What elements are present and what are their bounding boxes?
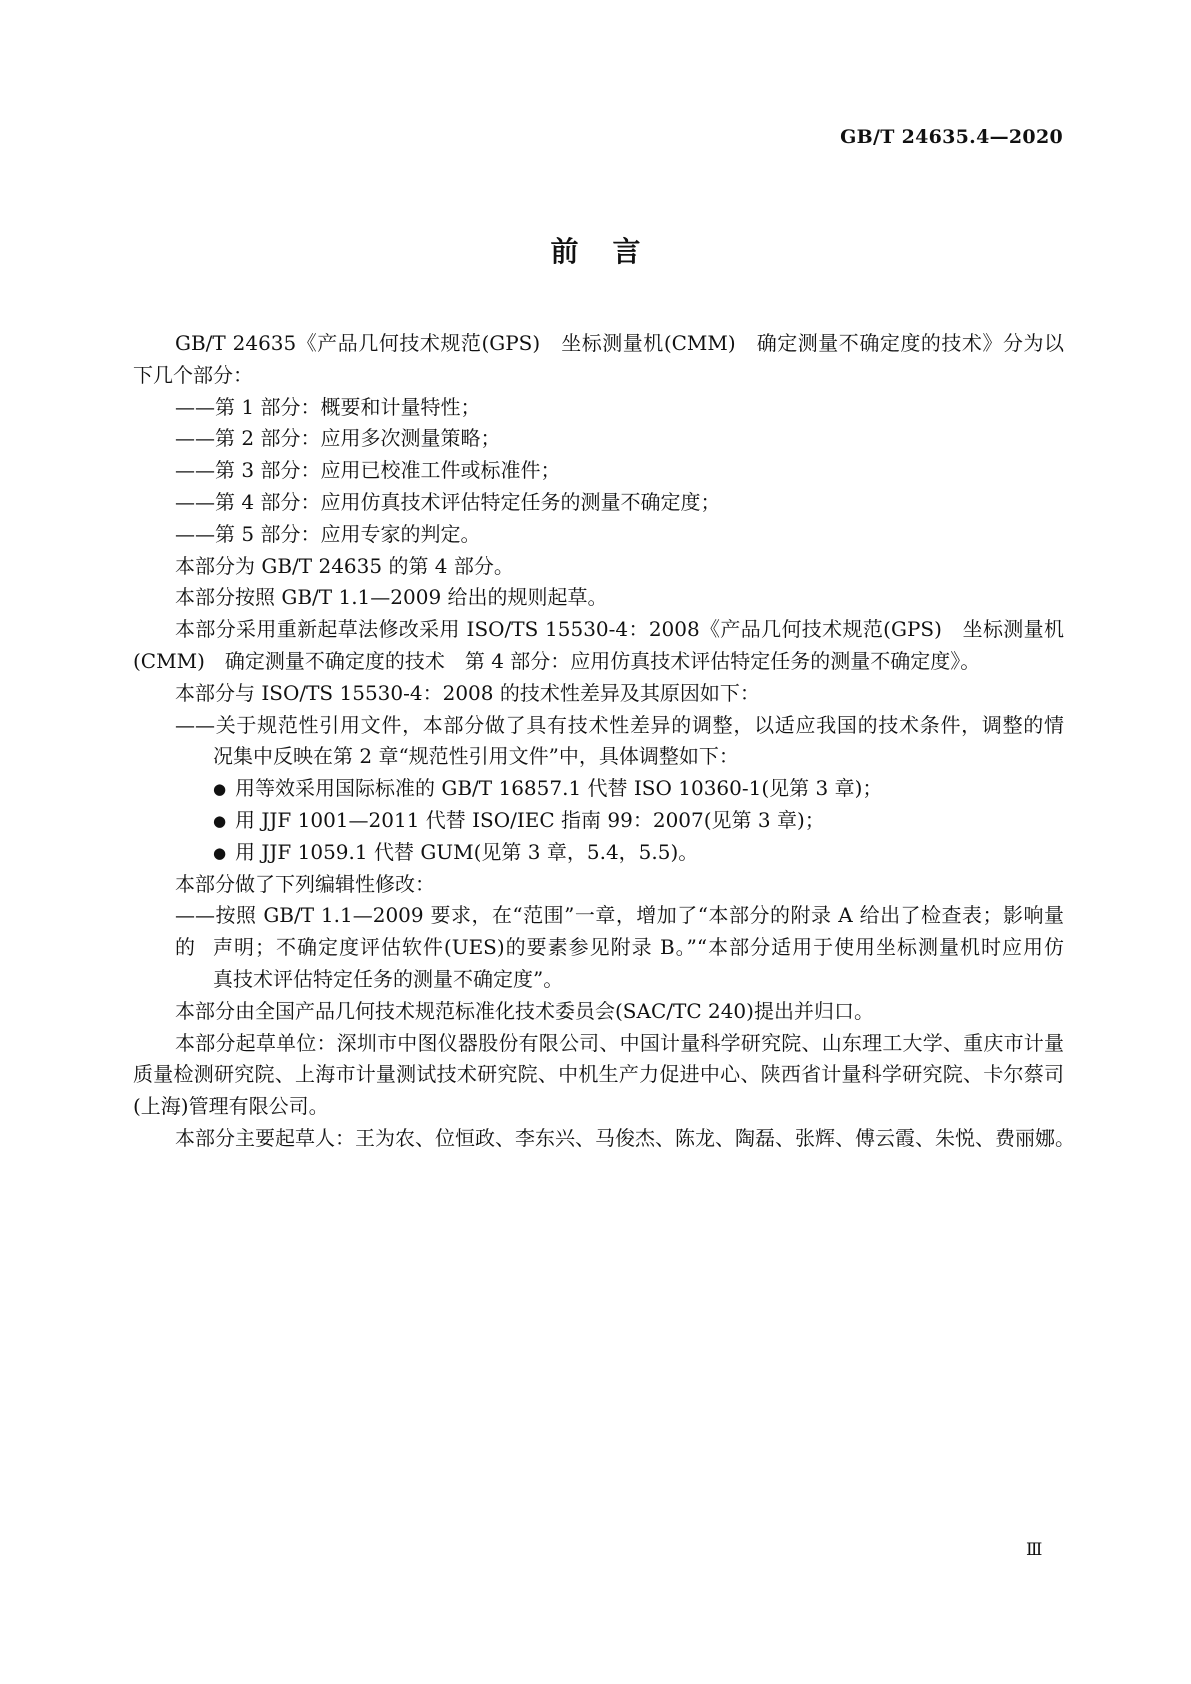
- list-item: ——第 1 部分：概要和计量特性；: [175, 394, 481, 419]
- list-item: ——第 3 部分：应用已校准工件或标准件；: [175, 458, 561, 483]
- paragraph-line: 本部分由全国产品几何技术规范标准化技术委员会(SAC/TC 240)提出并归口。: [175, 998, 874, 1023]
- paragraph-line: 本部分为 GB/T 24635 的第 4 部分。: [175, 553, 514, 578]
- page-number: Ⅲ: [1026, 1540, 1043, 1560]
- list-item: ——第 4 部分：应用仿真技术评估特定任务的测量不确定度；: [175, 489, 721, 514]
- bullet-icon: ●: [213, 780, 227, 799]
- page-title: 前言: [550, 235, 675, 268]
- paragraph-line: 本部分主要起草人：王为农、位恒政、李东兴、马俊杰、陈龙、陶磊、张辉、傅云霞、朱悦、费丽娜。: [175, 1125, 1075, 1150]
- paragraph-line: 本部分与 ISO/TS 15530-4：2008 的技术性差异及其原因如下：: [175, 680, 760, 705]
- foreword-body: [133, 328, 1075, 1155]
- paragraph-line: 本部分按照 GB/T 1.1—2009 给出的规则起草。: [175, 585, 608, 610]
- bullet-text: 用 JJF 1059.1 代替 GUM(见第 3 章，5.4，5.5)。: [235, 839, 699, 864]
- bullet-item: [133, 805, 1064, 837]
- paragraph-line: 下几个部分：: [133, 362, 253, 387]
- standard-number-header: GB/T 24635.4—2020: [840, 126, 1063, 148]
- bullet-icon: ●: [213, 811, 227, 830]
- paragraph-line: 本部分做了下列编辑性修改：: [175, 871, 435, 896]
- list-item: ——按照 GB/T 1.1—2009 要求，在“范围”一章，增加了“本部分的附录 A 给出了检查表；影响量的: [175, 903, 1064, 960]
- paragraph-line: 质量检测研究院、上海市计量测试技术研究院、中机生产力促进中心、陕西省计量科学研究院、卡尔蔡司: [133, 1062, 1064, 1087]
- list-item-continuation: 声明；不确定度评估软件(UES)的要素参见附录 B。”“本部分适用于使用坐标测量机时应用仿: [213, 935, 1064, 960]
- bullet-text: 用等效采用国际标准的 GB/T 16857.1 代替 ISO 10360-1(见第 3 章)；: [235, 776, 883, 801]
- paragraph-line: (CMM) 确定测量不确定度的技术 第 4 部分：应用仿真技术评估特定任务的测量不确定度》。: [133, 648, 981, 673]
- list-item: ——第 2 部分：应用多次测量策略；: [175, 426, 501, 451]
- paragraph-line: 本部分起草单位：深圳市中图仪器股份有限公司、中国计量科学研究院、山东理工大学、重庆市计量: [175, 1030, 1064, 1055]
- paragraph-line: 本部分采用重新起草法修改采用 ISO/TS 15530-4：2008《产品几何技术规范(GPS) 坐标测量机: [175, 617, 1064, 642]
- paragraph-line: (上海)管理有限公司。: [133, 1094, 329, 1119]
- list-item: ——关于规范性引用文件，本部分做了具有技术性差异的调整，以适应我国的技术条件，调整的情: [175, 712, 1064, 737]
- list-item-continuation: 况集中反映在第 2 章“规范性引用文件”中，具体调整如下：: [213, 744, 739, 769]
- paragraph-line: GB/T 24635《产品几何技术规范(GPS) 坐标测量机(CMM) 确定测量不确定度的技术》分为以: [175, 331, 1064, 355]
- list-item: ——第 5 部分：应用专家的判定。: [175, 521, 481, 546]
- bullet-item: [133, 773, 1064, 805]
- bullet-text: 用 JJF 1001—2011 代替 ISO/IEC 指南 99：2007(见第 3 章)；: [235, 807, 825, 832]
- bullet-icon: ●: [213, 843, 227, 862]
- bullet-item: [133, 837, 1064, 869]
- list-item-continuation: 真技术评估特定任务的测量不确定度”。: [213, 966, 564, 991]
